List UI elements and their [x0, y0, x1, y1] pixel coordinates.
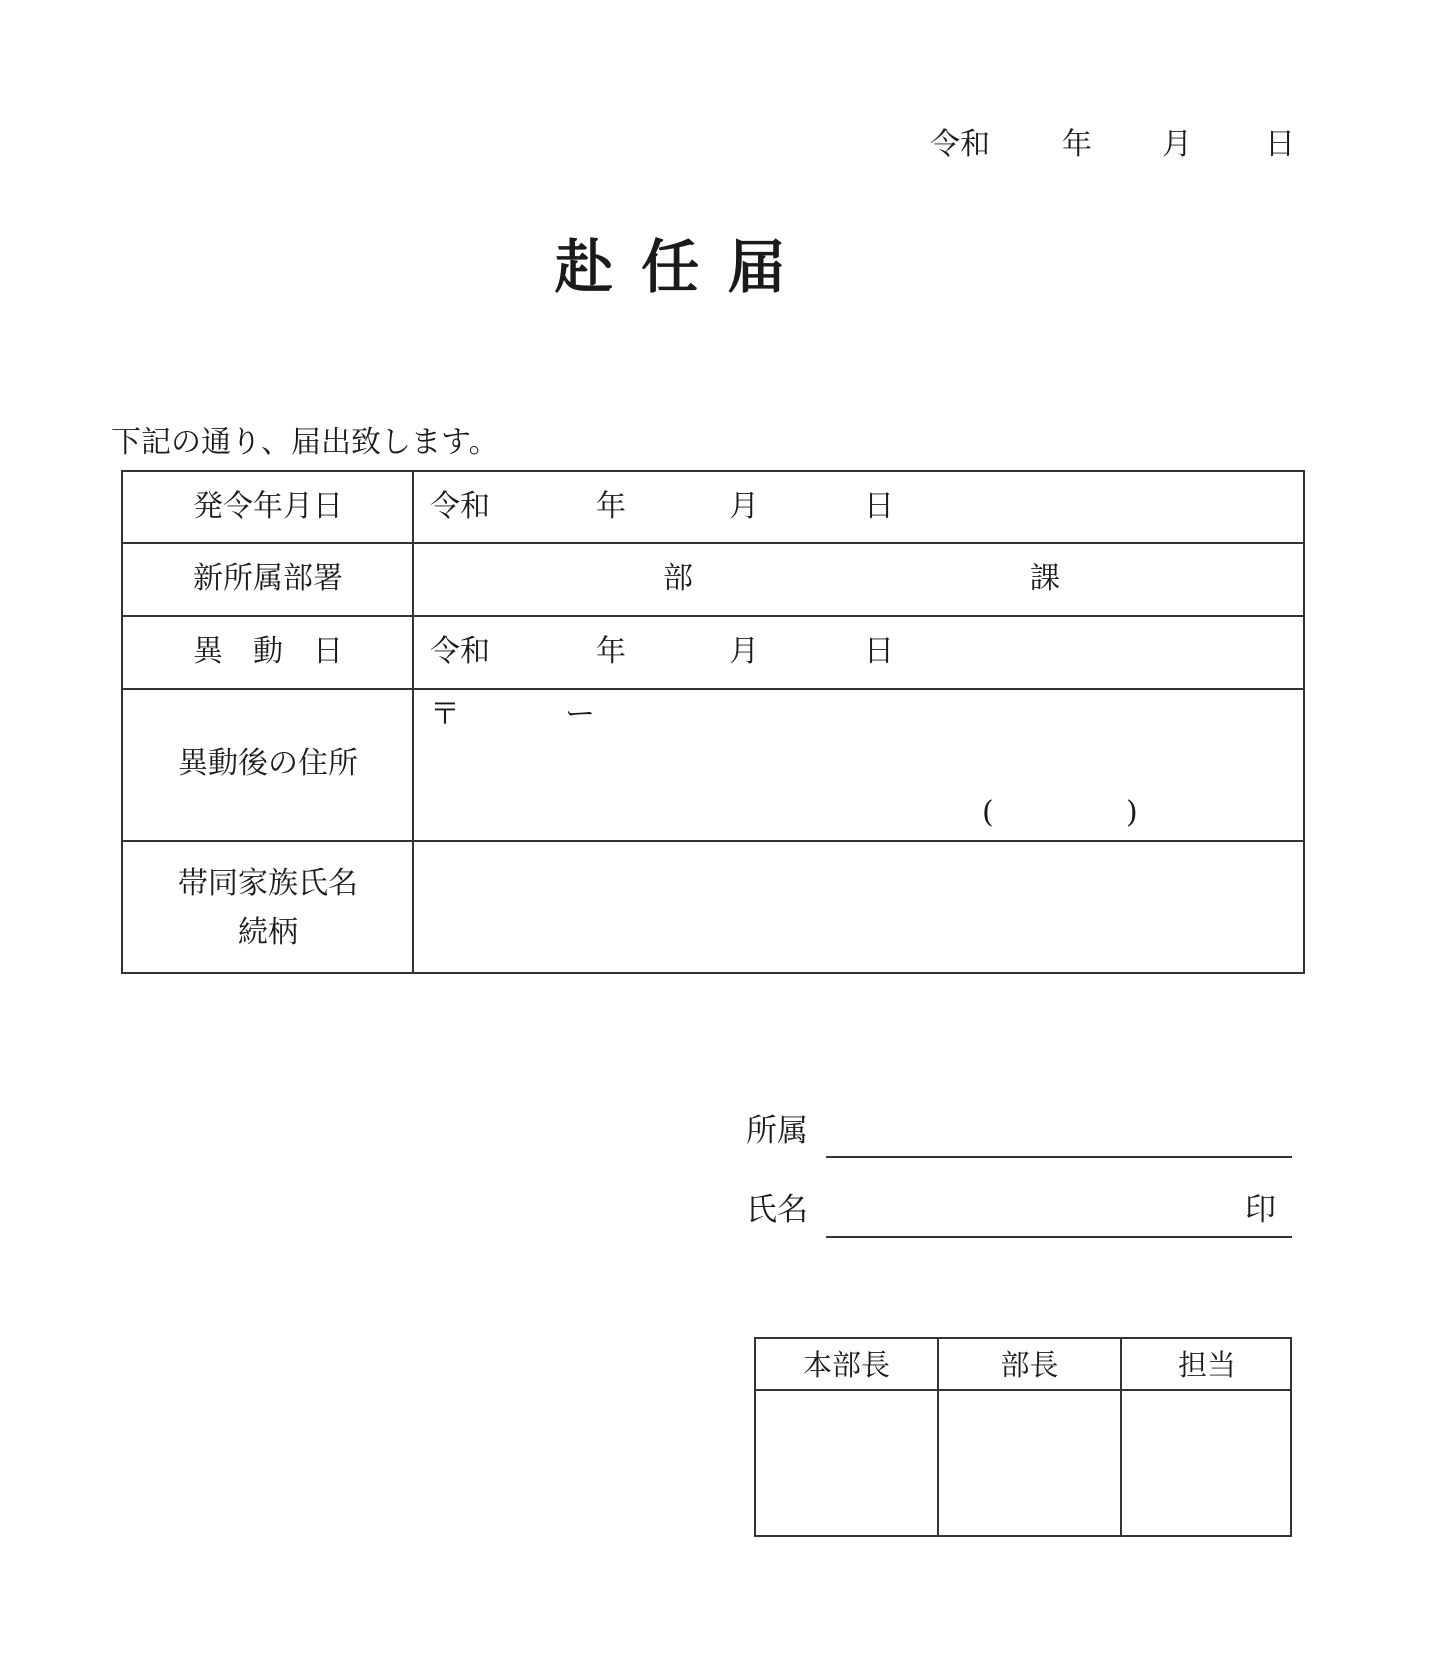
postal-mark: 〒 — [430, 697, 460, 732]
approval-header-divider — [756, 1389, 1290, 1391]
label-appointment-date: 発令年月日 — [193, 489, 343, 524]
name-line — [826, 1236, 1292, 1238]
page-title: 赴 任 届 — [555, 233, 790, 301]
transfer-day-unit: 日 — [864, 634, 894, 669]
seal-mark: 印 — [1245, 1192, 1276, 1228]
approval-head-staff: 担当 — [1177, 1348, 1236, 1382]
appointment-month-unit: 月 — [729, 489, 759, 524]
label-transfer-date: 異 動 日 — [193, 634, 343, 669]
row-divider — [123, 688, 1303, 690]
phone-open-paren: ( — [982, 795, 994, 830]
transfer-month-unit: 月 — [729, 634, 759, 669]
phone-close-paren: ) — [1126, 795, 1138, 830]
header-year-unit: 年 — [1062, 127, 1092, 162]
department-unit: 部 — [663, 561, 693, 596]
affiliation-label: 所属 — [746, 1113, 808, 1149]
form-table — [121, 470, 1305, 974]
header-date — [0, 127, 1432, 170]
label-family-name: 帯同家族氏名 — [178, 866, 358, 901]
header-month-unit: 月 — [1162, 127, 1192, 162]
label-relationship: 続柄 — [238, 915, 298, 950]
row-divider — [123, 542, 1303, 544]
label-new-address: 異動後の住所 — [178, 746, 358, 781]
transfer-era: 令和 — [430, 634, 490, 669]
row-divider — [123, 840, 1303, 842]
appointment-era: 令和 — [430, 489, 490, 524]
transfer-year-unit: 年 — [596, 634, 626, 669]
affiliation-line — [826, 1156, 1292, 1158]
section-unit: 課 — [1030, 561, 1060, 596]
label-new-department: 新所属部署 — [193, 561, 343, 596]
intro-text: 下記の通り、届出致します。 — [111, 425, 499, 460]
approval-head-director: 本部長 — [802, 1348, 890, 1382]
row-divider — [123, 615, 1303, 617]
approval-head-manager: 部長 — [1000, 1348, 1059, 1382]
postal-dash: ー — [565, 697, 595, 732]
appointment-day-unit: 日 — [864, 489, 894, 524]
header-era: 令和 — [930, 127, 990, 162]
appointment-year-unit: 年 — [596, 489, 626, 524]
name-label: 氏名 — [746, 1192, 808, 1228]
approval-table — [754, 1337, 1292, 1537]
header-day-unit: 日 — [1265, 127, 1295, 162]
